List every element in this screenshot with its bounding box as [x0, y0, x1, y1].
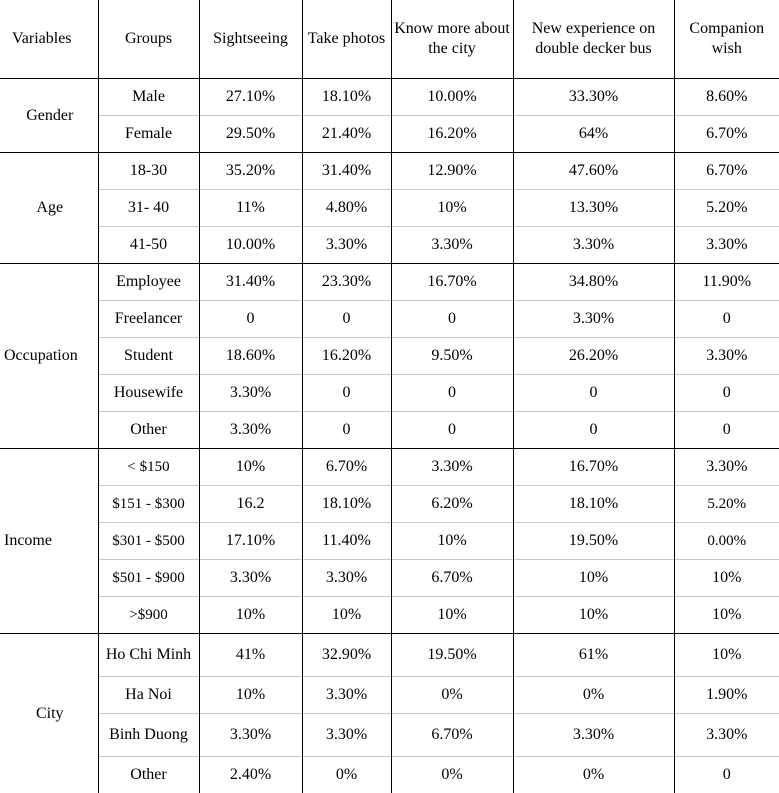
value-cell: 10%: [391, 597, 513, 634]
value-cell: 2.40%: [199, 757, 302, 793]
value-cell: 0%: [302, 757, 391, 793]
group-cell: Male: [98, 79, 199, 116]
table-row: [0, 301, 779, 338]
value-cell: 6.70%: [391, 714, 513, 757]
group-cell: Binh Duong: [98, 714, 199, 757]
value-cell: 6.70%: [302, 449, 391, 486]
value-cell: 4.80%: [302, 190, 391, 227]
value-cell: 34.80%: [513, 264, 674, 301]
value-cell: 0: [674, 412, 779, 449]
value-cell: 11.40%: [302, 523, 391, 560]
header-take-photos: Take photos: [302, 0, 391, 79]
header-groups: Groups: [98, 0, 199, 79]
table-row: [0, 634, 779, 677]
table-body: [0, 79, 779, 793]
value-cell: 35.20%: [199, 153, 302, 190]
value-cell: 1.90%: [674, 677, 779, 714]
value-cell: 3.30%: [513, 301, 674, 338]
table-row: [0, 338, 779, 375]
value-cell: 10.00%: [199, 227, 302, 264]
value-cell: 18.10%: [513, 486, 674, 523]
value-cell: 6.20%: [391, 486, 513, 523]
value-cell: 3.30%: [302, 714, 391, 757]
value-cell: 12.90%: [391, 153, 513, 190]
value-cell: 41%: [199, 634, 302, 677]
value-cell: 0: [302, 301, 391, 338]
header-know-more: Know more about the city: [391, 0, 513, 79]
group-cell: Ho Chi Minh: [98, 634, 199, 677]
variable-cell: Age: [0, 153, 98, 264]
table-row: [0, 264, 779, 301]
value-cell: 16.20%: [302, 338, 391, 375]
value-cell: 33.30%: [513, 79, 674, 116]
table-row: [0, 412, 779, 449]
value-cell: 61%: [513, 634, 674, 677]
value-cell: 10%: [199, 597, 302, 634]
table-row: [0, 190, 779, 227]
group-cell: Female: [98, 116, 199, 153]
group-cell: 18-30: [98, 153, 199, 190]
value-cell: 64%: [513, 116, 674, 153]
value-cell: 18.10%: [302, 79, 391, 116]
value-cell: 16.20%: [391, 116, 513, 153]
group-cell: Housewife: [98, 375, 199, 412]
variable-cell: City: [0, 634, 98, 793]
value-cell: 0: [674, 375, 779, 412]
value-cell: 10%: [513, 560, 674, 597]
table-row: [0, 79, 779, 116]
value-cell: 16.70%: [513, 449, 674, 486]
header-row: [0, 0, 779, 79]
value-cell: 5.20%: [674, 486, 779, 523]
value-cell: 23.30%: [302, 264, 391, 301]
value-cell: 0%: [391, 677, 513, 714]
value-cell: 19.50%: [391, 634, 513, 677]
value-cell: 18.60%: [199, 338, 302, 375]
value-cell: 18.10%: [302, 486, 391, 523]
value-cell: 0: [513, 412, 674, 449]
value-cell: 17.10%: [199, 523, 302, 560]
group-cell: < $150: [98, 449, 199, 486]
value-cell: 0: [674, 757, 779, 793]
group-cell: 31- 40: [98, 190, 199, 227]
value-cell: 3.30%: [391, 449, 513, 486]
value-cell: 10%: [674, 634, 779, 677]
header-sightseeing: Sightseeing: [199, 0, 302, 79]
group-cell: $151 - $300: [98, 486, 199, 523]
value-cell: 26.20%: [513, 338, 674, 375]
group-cell: $301 - $500: [98, 523, 199, 560]
value-cell: 10%: [199, 677, 302, 714]
value-cell: 47.60%: [513, 153, 674, 190]
value-cell: 3.30%: [513, 227, 674, 264]
value-cell: 0%: [513, 677, 674, 714]
value-cell: 10%: [391, 523, 513, 560]
table-row: [0, 560, 779, 597]
value-cell: 0: [674, 301, 779, 338]
table-row: [0, 486, 779, 523]
value-cell: 3.30%: [513, 714, 674, 757]
value-cell: 3.30%: [199, 412, 302, 449]
value-cell: 27.10%: [199, 79, 302, 116]
group-cell: Freelancer: [98, 301, 199, 338]
value-cell: 3.30%: [674, 449, 779, 486]
table-row: [0, 449, 779, 486]
value-cell: 32.90%: [302, 634, 391, 677]
value-cell: 19.50%: [513, 523, 674, 560]
value-cell: 13.30%: [513, 190, 674, 227]
value-cell: 3.30%: [199, 714, 302, 757]
value-cell: 5.20%: [674, 190, 779, 227]
value-cell: 0.00%: [674, 523, 779, 560]
group-cell: Student: [98, 338, 199, 375]
value-cell: 11.90%: [674, 264, 779, 301]
table-row: [0, 757, 779, 793]
value-cell: 6.70%: [674, 153, 779, 190]
value-cell: 3.30%: [674, 714, 779, 757]
value-cell: 3.30%: [674, 227, 779, 264]
table-row: [0, 523, 779, 560]
value-cell: 0%: [391, 757, 513, 793]
table-row: [0, 714, 779, 757]
value-cell: 10%: [674, 597, 779, 634]
value-cell: 21.40%: [302, 116, 391, 153]
header-new-experience: New experience on double decker bus: [513, 0, 674, 79]
value-cell: 0%: [513, 757, 674, 793]
value-cell: 9.50%: [391, 338, 513, 375]
group-cell: 41-50: [98, 227, 199, 264]
header-companion-wish: Companion wish: [674, 0, 779, 79]
group-cell: Other: [98, 412, 199, 449]
table-row: [0, 375, 779, 412]
table-row: [0, 116, 779, 153]
value-cell: 0: [391, 412, 513, 449]
value-cell: 0: [391, 375, 513, 412]
value-cell: 0: [199, 301, 302, 338]
value-cell: 11%: [199, 190, 302, 227]
value-cell: 31.40%: [199, 264, 302, 301]
value-cell: 0: [391, 301, 513, 338]
value-cell: 6.70%: [674, 116, 779, 153]
value-cell: 10%: [302, 597, 391, 634]
group-cell: Ha Noi: [98, 677, 199, 714]
group-cell: >$900: [98, 597, 199, 634]
value-cell: 6.70%: [391, 560, 513, 597]
value-cell: 0: [513, 375, 674, 412]
value-cell: 10%: [391, 190, 513, 227]
value-cell: 3.30%: [302, 560, 391, 597]
value-cell: 3.30%: [199, 560, 302, 597]
value-cell: 10.00%: [391, 79, 513, 116]
value-cell: 16.70%: [391, 264, 513, 301]
value-cell: 3.30%: [674, 338, 779, 375]
variable-cell: Gender: [0, 79, 98, 153]
group-cell: Other: [98, 757, 199, 793]
value-cell: 0: [302, 412, 391, 449]
variable-cell: Occupation: [0, 264, 98, 449]
variable-cell: Income: [0, 449, 98, 634]
header-variables: Variables: [0, 0, 98, 79]
value-cell: 3.30%: [302, 227, 391, 264]
group-cell: $501 - $900: [98, 560, 199, 597]
table-row: [0, 677, 779, 714]
value-cell: 16.2: [199, 486, 302, 523]
table-row: [0, 153, 779, 190]
value-cell: 10%: [674, 560, 779, 597]
value-cell: 10%: [513, 597, 674, 634]
value-cell: 3.30%: [391, 227, 513, 264]
value-cell: 8.60%: [674, 79, 779, 116]
value-cell: 0: [302, 375, 391, 412]
table-row: [0, 597, 779, 634]
value-cell: 10%: [199, 449, 302, 486]
group-cell: Employee: [98, 264, 199, 301]
value-cell: 3.30%: [199, 375, 302, 412]
table-row: [0, 227, 779, 264]
value-cell: 3.30%: [302, 677, 391, 714]
value-cell: 29.50%: [199, 116, 302, 153]
value-cell: 31.40%: [302, 153, 391, 190]
